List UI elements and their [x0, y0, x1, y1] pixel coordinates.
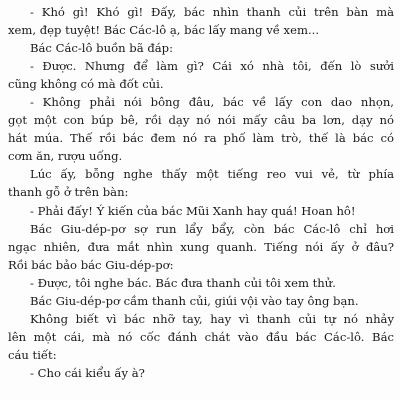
- text-line: - Khó gì! Khó gì! Đấy, bác nhìn thanh củi trên bàn mà: [30, 5, 394, 19]
- paragraph: [8, 292, 394, 310]
- paragraph: [8, 220, 394, 274]
- text-line: Bác Các-lô buồn bã đáp:: [30, 41, 173, 56]
- paragraph: [8, 39, 394, 57]
- text-line: hát múa. Thế rồi bác đem nó ra phố làm trò, thế là bác có: [8, 131, 394, 146]
- text-line: ngạc nhiên, đưa mắt nhìn xung quanh. Tiếng nói ấy ở đâu?: [8, 239, 394, 254]
- text-line: cáu tiết:: [8, 347, 57, 362]
- paragraph: [8, 3, 394, 39]
- text-line: cũng không có mà đốt củi.: [8, 77, 164, 92]
- paragraph: [8, 57, 394, 93]
- text-line: gọt một con búp bê, rồi dạy nó nói mấy câu ba lơn, dạy nó: [8, 113, 394, 128]
- text-line: - Cho cái kiểu ấy à?: [30, 365, 145, 380]
- text-line: thanh gỗ ở trên bàn:: [8, 185, 129, 200]
- story-text: [8, 3, 394, 382]
- text-line: cơm ăn, rượu uống.: [8, 149, 123, 164]
- paragraph: [8, 202, 394, 220]
- text-line: - Phải đấy! Ý kiến của bác Mũi Xanh hay quá! Hoan hô!: [30, 203, 356, 218]
- paragraph: [8, 165, 394, 201]
- text-line: Bác Giu-dép-pơ cầm thanh củi, giúi vội vào tay ông bạn.: [30, 293, 359, 308]
- text-line: - Được. Nhưng để làm gì? Cái xó nhà tôi, đến lò sưởi: [30, 59, 394, 74]
- paragraph: [8, 93, 394, 165]
- text-line: Lúc ấy, bỗng nghe thấy một tiếng reo vui vẻ, từ phía: [30, 167, 394, 182]
- paragraph: [8, 310, 394, 364]
- text-line: Không biết vì bác nhỡ tay, hay vì thanh củi tự nó nhảy: [30, 311, 394, 326]
- text-line: - Không phải nói bông đâu, bác về lấy con dao nhọn,: [30, 95, 394, 110]
- paragraph: [8, 364, 394, 382]
- text-line: Rồi bác bảo bác Giu-dép-pơ:: [8, 257, 174, 272]
- paragraph: [8, 274, 394, 292]
- text-line: Bác Giu-dép-pơ sợ run lẩy bẩy, còn bác Các-lô chỉ hơi: [30, 221, 394, 236]
- text-line: lên một cái, mà nó cốc đánh chát vào đầu bác Các-lô. Bác: [8, 329, 394, 344]
- text-line: xem, đẹp tuyệt! Bác Các-lô ạ, bác lấy mang về xem...: [8, 23, 320, 38]
- text-line: - Được, tôi nghe bác. Bác đưa thanh củi tôi xem thử.: [30, 275, 336, 290]
